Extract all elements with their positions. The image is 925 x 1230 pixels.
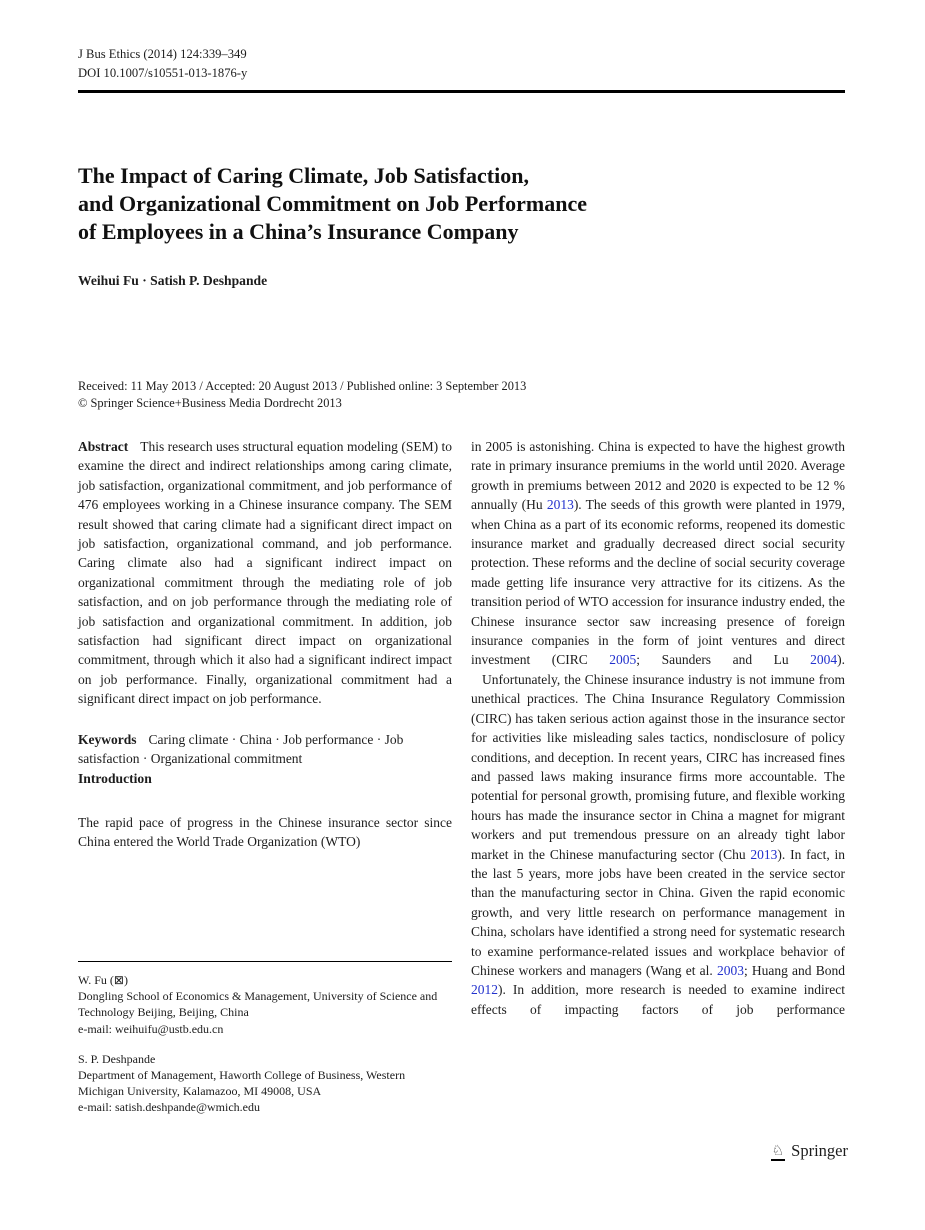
- keywords-paragraph: [78, 730, 452, 769]
- authors-line: Weihui Fu · Satish P. Deshpande: [78, 273, 268, 288]
- abstract-label: Abstract: [78, 439, 129, 454]
- journal-reference: J Bus Ethics (2014) 124:339–349: [78, 47, 247, 61]
- journal-header: [78, 45, 247, 83]
- springer-logo: [771, 1141, 848, 1161]
- body-text: ).: [837, 652, 845, 668]
- received-line: Received: 11 May 2013 / Accepted: 20 August 2013 / Published online: 3 September 2013: [78, 379, 527, 393]
- header-rule: [78, 90, 845, 93]
- author-footnote: [78, 961, 452, 1116]
- body-text: ). In fact, in the last 5 years, more jobs have been created in the service sector than the manufacturing sector in China. Given the rapid economic growth, and very little research on performance management in China, scholars have identified a strong need for systematic research to examine performance-related issues and workplace behavior of Chinese workers and managers (Wang et al.: [471, 846, 845, 978]
- body-paragraph-1: [471, 437, 845, 670]
- envelope-icon: (⊠): [109, 973, 128, 987]
- footnote-author-1: [78, 972, 452, 1037]
- body-text: ). In addition, more research is needed to examine indirect effects of impacting factors of job performance: [471, 982, 845, 1017]
- left-column: [78, 437, 452, 1019]
- abstract-paragraph: [78, 437, 452, 709]
- affiliation-1: Dongling School of Economics & Management, University of Science and Technology Beijing, Beijing, China: [78, 989, 438, 1020]
- body-text: ; Huang and Bond: [743, 962, 845, 978]
- body-text: in 2005 is astonishing. China is expected to have the highest growth rate in primary insurance premiums in the world until 2020. Average growth in premiums between 2012 and 2020 is expected to be 12 % annually (Hu: [471, 439, 845, 513]
- copyright-line: © Springer Science+Business Media Dordrecht 2013: [78, 395, 342, 410]
- article-title: [78, 162, 798, 246]
- footnote-rule: [78, 961, 452, 962]
- title-line-2: and Organizational Commitment on Job Performance: [78, 191, 587, 216]
- citation-link[interactable]: 2012: [471, 982, 498, 998]
- introduction-paragraph: The rapid pace of progress in the Chinese insurance sector since China entered the World Trade Organization (WTO): [78, 814, 452, 850]
- body-paragraph-2: [471, 670, 845, 1019]
- email-2[interactable]: e-mail: satish.deshpande@wmich.edu: [78, 1100, 261, 1115]
- citation-link[interactable]: 2013: [750, 846, 778, 862]
- author-2-name: S. P. Deshpande: [78, 1051, 156, 1066]
- body-text: Unfortunately, the Chinese insurance industry is not immune from unethical practices. The China Insurance Regulatory Commission (CIRC) has taken serious action against those in the insurance sector for activities like misleading sales tactics, nondisclosure of policy conditions, and deception. In recent years, CIRC has increased fines and passed laws making insurance firms more accountable. The potential for personal growth, promising future, and flexible working hours has made the insurance sector in China a magnet for migrant workers and put tremendous pressure on an already tight labor market in the Chinese manufacturing sector (Chu: [471, 671, 845, 862]
- title-line-3: of Employees in a China’s Insurance Company: [78, 219, 519, 244]
- body-text: ). The seeds of this growth were planted in 1979, when China as a part of its economic reforms, reopened its domestic insurance market and gradually decreased direct social security protection. These reforms and the decline of social security coverage made getting life insurance very attractive for its citizens. As the transition period of WTO accession for insurance industry ended, the Chinese insurance sector saw increasing presence of foreign insurance companies in the form of joint ventures and direct investment (CIRC: [471, 497, 845, 668]
- email-1[interactable]: e-mail: weihuifu@ustb.edu.cn: [78, 1021, 224, 1036]
- footnote-author-2: [78, 1051, 452, 1116]
- title-line-1: The Impact of Caring Climate, Job Satisfaction,: [78, 163, 529, 188]
- springer-horse-icon: ♘: [771, 1143, 785, 1159]
- affiliation-2: Department of Management, Haworth College of Business, Western Michigan University, Kalamazoo, MI 49008, USA: [78, 1068, 406, 1099]
- citation-link[interactable]: 2004: [810, 652, 838, 668]
- abstract-text: This research uses structural equation modeling (SEM) to examine the direct and indirect relationships among caring climate, job satisfaction, organizational commitment, and job performance of 476 employees working in a Chinese insurance company. The SEM result showed that caring climate had a significant direct impact on job satisfaction, organizational command, and job performance. Caring climate also had a significant indirect impact on organizational commitment through the mediating role of job satisfaction, and on job performance through the mediating role of job satisfaction and organizational commitment. In addition, job satisfaction had significant direct impact on organizational commitment, through which it also had a significant indirect impact on job performance. Finally, organizational commitment had a significant direct impact on job performance.: [78, 439, 452, 707]
- introduction-heading: Introduction: [78, 770, 152, 786]
- citation-link[interactable]: 2005: [609, 652, 637, 668]
- publisher-name: Springer: [791, 1141, 848, 1160]
- two-column-body: [78, 437, 845, 1019]
- citation-link[interactable]: 2013: [546, 497, 574, 513]
- keywords-label: Keywords: [78, 731, 137, 747]
- keywords-text: Caring climate · China · Job performance · Job satisfaction · Organizational commitment: [78, 731, 404, 767]
- right-column: [471, 437, 845, 1019]
- body-text: ; Saunders and Lu: [636, 652, 811, 668]
- received-block: [78, 378, 526, 411]
- corresponding-author-name: W. Fu: [78, 973, 107, 987]
- doi-line: DOI 10.1007/s10551-013-1876-y: [78, 66, 248, 80]
- citation-link[interactable]: 2003: [716, 962, 744, 978]
